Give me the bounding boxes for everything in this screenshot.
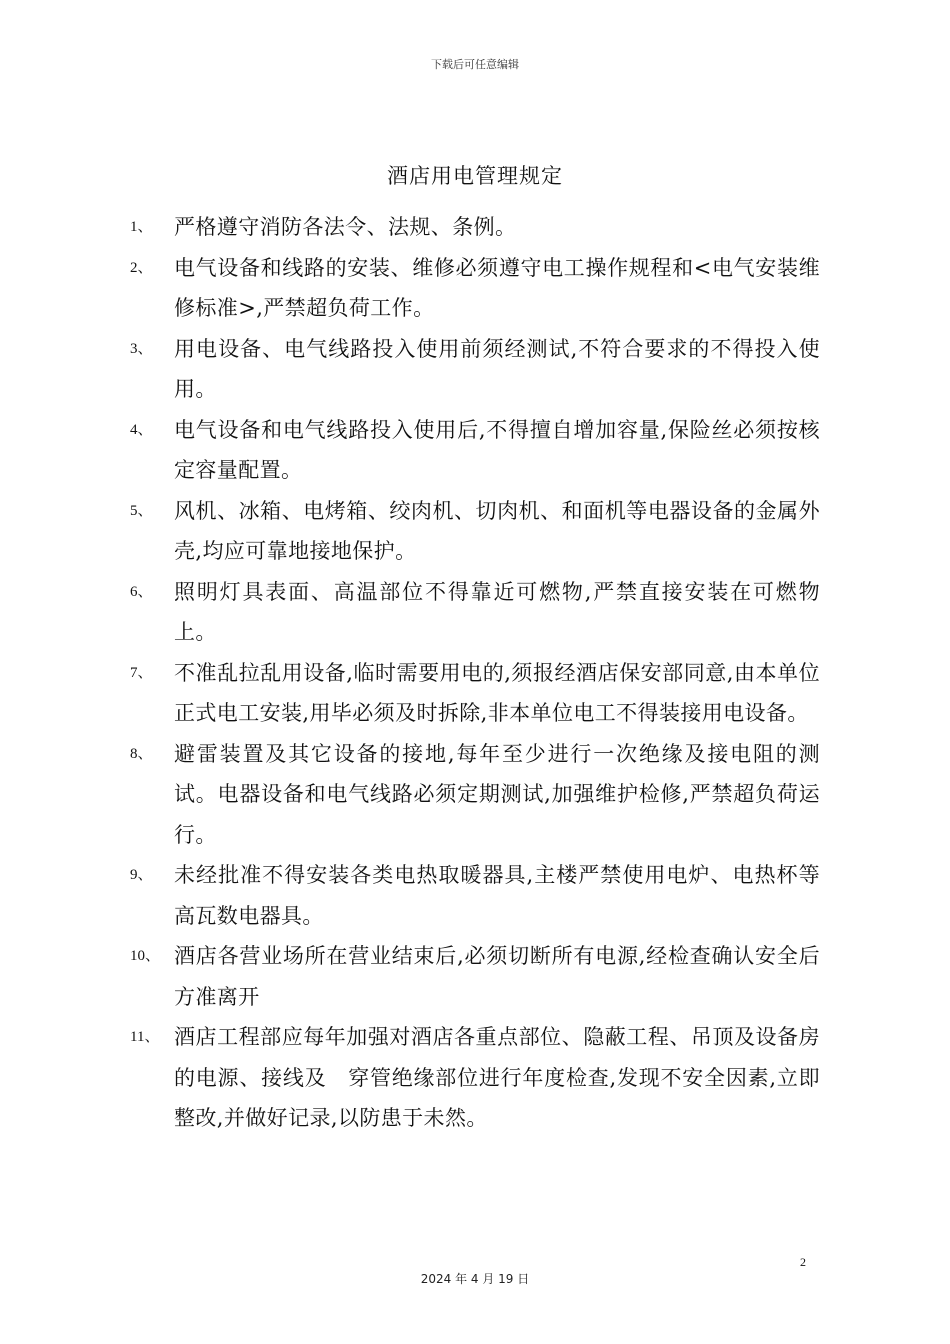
rules-list <box>130 207 820 1139</box>
rule-text: 风机、冰箱、电烤箱、绞肉机、切肉机、和面机等电器设备的金属外壳,均应可靠地接地保护。 <box>174 498 820 563</box>
rule-text: 避雷装置及其它设备的接地,每年至少进行一次绝缘及接电阻的测试。电器设备和电气线路必须定期测试,加强维护检修,严禁超负荷运行。 <box>174 741 820 847</box>
rule-number: 2、 <box>130 259 153 276</box>
rule-text: 用电设备、电气线路投入使用前须经测试,不符合要求的不得投入使用。 <box>174 336 820 401</box>
rule-item-10 <box>130 936 820 1017</box>
rule-text: 酒店各营业场所在营业结束后,必须切断所有电源,经检查确认安全后方准离开 <box>174 944 820 1009</box>
rule-item-4 <box>130 410 820 491</box>
rule-number: 9、 <box>130 867 153 883</box>
rule-item-11 <box>130 1017 820 1139</box>
document-title: 酒店用电管理规定 <box>387 164 563 188</box>
page-number: 2 <box>800 1255 806 1269</box>
rule-text: 电气设备和线路的安装、维修必须遵守电工操作规程和<电气安装维修标准>,严禁超负荷工作。 <box>174 255 820 320</box>
rule-text: 照明灯具表面、高温部位不得靠近可燃物,严禁直接安装在可燃物上。 <box>174 579 820 644</box>
rule-number: 10、 <box>130 948 161 964</box>
rule-text: 未经批准不得安装各类电热取暖器具,主楼严禁使用电炉、电热杯等高瓦数电器具。 <box>174 863 820 928</box>
rule-item-2 <box>130 248 820 329</box>
rule-item-6 <box>130 572 820 653</box>
rule-item-5 <box>130 491 820 572</box>
rule-number: 5、 <box>130 502 153 519</box>
rule-number: 3、 <box>130 340 153 357</box>
rule-number: 1、 <box>130 219 153 235</box>
rule-text: 不准乱拉乱用设备,临时需要用电的,须报经酒店保安部同意,由本单位正式电工安装,用毕必须及时拆除,非本单位电工不得装接用电设备。 <box>174 660 820 725</box>
rule-number: 4、 <box>130 421 153 438</box>
rule-item-1 <box>130 207 820 248</box>
footer-date: 2024 年 4 月 19 日 <box>420 1272 530 1286</box>
rule-item-8 <box>130 734 820 856</box>
rule-text: 电气设备和电气线路投入使用后,不得擅自增加容量,保险丝必须按核定容量配置。 <box>174 417 820 482</box>
rule-text: 严格遵守消防各法令、法规、条例。 <box>174 215 517 239</box>
rule-number: 8、 <box>130 745 153 762</box>
rule-item-9 <box>130 855 820 936</box>
rule-number: 6、 <box>130 583 153 600</box>
rule-item-3 <box>130 329 820 410</box>
rule-text: 酒店工程部应每年加强对酒店各重点部位、隐蔽工程、吊顶及设备房的电源、接线及 穿管绝缘部位进行年度检查,发现不安全因素,立即整改,并做好记录,以防患于未然。 <box>174 1025 820 1130</box>
rule-number: 7、 <box>130 664 153 681</box>
rule-number: 11、 <box>130 1029 160 1045</box>
rule-item-7 <box>130 653 820 734</box>
header-note: 下载后可任意编辑 <box>431 58 519 71</box>
